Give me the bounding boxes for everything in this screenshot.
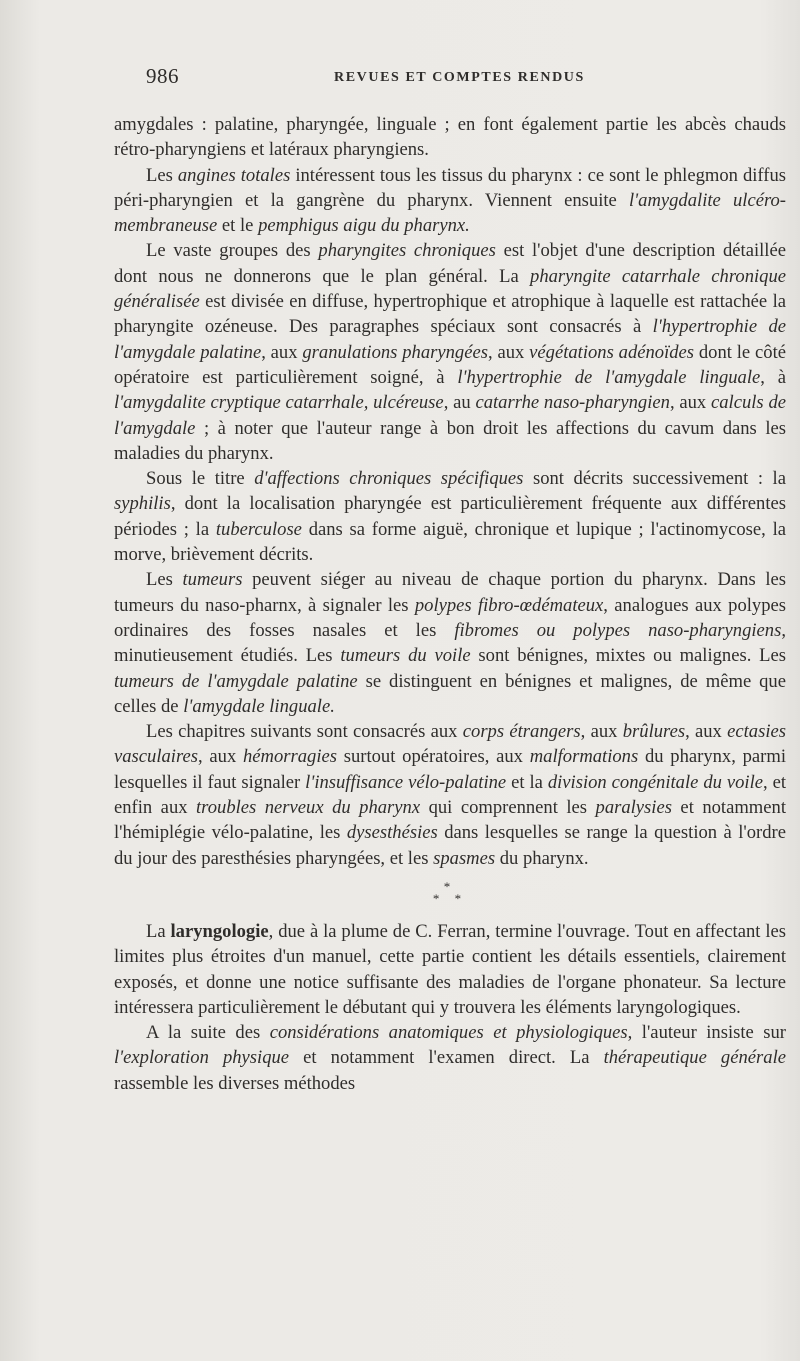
italic-term: l'insuffisance vélo-palatine	[305, 771, 507, 793]
italic-term: ectasies vasculaires	[114, 721, 786, 768]
text-run: , au	[443, 392, 476, 414]
italic-term: pharyngite catarrhale chronique généralisée	[114, 265, 787, 313]
text-run: ; à noter que l'auteur range à bon droit les affections du cavum dans les maladies du pharynx.	[114, 417, 786, 464]
italic-term: calculs de l'amygdale	[114, 392, 786, 439]
italic-term: tumeurs du voile	[340, 645, 471, 667]
text-run: et notamment l'examen direct. La	[289, 1047, 604, 1069]
text-run: , aux	[487, 341, 530, 363]
italic-term: paralysies	[595, 797, 672, 819]
section-asterism	[114, 878, 786, 906]
italic-term: végétations adénoïdes	[529, 341, 695, 363]
italic-term: spasmes	[433, 847, 496, 869]
italic-term: corps étrangers	[462, 721, 581, 743]
italic-term: l'amygdale linguale.	[183, 695, 335, 717]
text-run: Les chapitres suivants sont consacrés aux	[146, 721, 463, 743]
text-run: , et enfin aux	[114, 771, 787, 819]
asterism-top: *	[443, 878, 457, 894]
text-run: dans sa forme aiguë, chronique et lupique ; l'actinomycose, la morve, brièvement décrits.	[114, 518, 786, 566]
italic-term: malformations	[529, 746, 639, 768]
text-run: , minutieusement étudiés. Les	[114, 619, 786, 667]
text-run: peuvent siéger au niveau de chaque portion du pharynx. Dans les tumeurs du naso-pharnx, à signaler les	[114, 569, 787, 616]
italic-term: syphilis	[114, 493, 171, 515]
text-run: intéressent tous les tissus du pharynx : ce sont le phlegmon diffus péri-pharyngien et la gangrène du pharynx. Viennent ensuite	[114, 164, 786, 211]
italic-term: granulations pharyngées	[302, 341, 488, 363]
italic-term: fibromes ou polypes naso-pharyngiens	[454, 619, 782, 641]
paragraph-p0	[114, 112, 786, 163]
paragraph-p2	[114, 238, 786, 466]
italic-term: division congénitale du voile	[547, 771, 763, 793]
text-run: , analogues aux polypes ordinaires des fosses nasales et les	[114, 594, 786, 641]
italic-term: brûlures	[622, 721, 686, 743]
italic-term: l'hypertrophie de l'amygdale palatine	[114, 316, 786, 363]
italic-term: troubles nerveux du pharynx	[196, 797, 421, 819]
text-run: est l'objet d'une description détaillée dont nous ne donnerons que le plan général. La	[114, 240, 786, 287]
body-text	[114, 112, 786, 1096]
text-run: du pharynx, parmi lesquelles il faut signaler	[114, 746, 786, 793]
italic-term: considérations anatomiques et physiologiques	[269, 1022, 628, 1044]
text-run: se distinguent en bénignes et malignes, de même que celles de	[114, 670, 786, 717]
italic-term: catarrhe naso-pharyngien	[475, 392, 670, 414]
bold-term: laryngologie	[170, 920, 269, 942]
text-run: A la suite des	[146, 1022, 270, 1044]
paragraphs-after-break	[114, 919, 786, 1096]
text-run: sont bénignes, mixtes ou malignes. Les	[470, 645, 786, 667]
text-run: , dont la localisation pharyngée est particulièrement fréquente aux différentes périodes ; la	[114, 493, 786, 540]
text-run: rassemble les diverses méthodes	[114, 1072, 356, 1094]
text-run: dont le côté opératoire est particulièrement soigné, à	[114, 341, 786, 388]
text-run: , aux	[685, 721, 728, 743]
italic-term: hémorragies	[243, 746, 337, 768]
italic-term: angines totales	[177, 164, 291, 186]
text-run: , à	[760, 366, 786, 388]
text-run: surtout opératoires, aux	[337, 746, 530, 768]
italic-term: d'affections chroniques spécifiques	[254, 468, 524, 490]
italic-term: dysesthésies	[346, 822, 438, 844]
italic-term: tumeurs	[182, 569, 243, 591]
paragraph-p5	[114, 719, 786, 871]
text-run: sont décrits successivement : la	[523, 468, 786, 490]
text-run: Les	[146, 164, 178, 186]
text-run: , aux	[261, 341, 303, 363]
italic-term: pharyngites chroniques	[318, 240, 496, 262]
text-run: , l'auteur insiste sur	[627, 1022, 786, 1044]
italic-term: l'amygdalite ulcéro-membraneuse	[114, 189, 786, 237]
text-run: , aux	[669, 392, 711, 414]
italic-term: pemphigus aigu du pharynx.	[258, 215, 470, 237]
paragraphs-before-break	[114, 112, 786, 871]
text-run: , due à la plume de C. Ferran, termine l'ouvrage. Tout en affectant les limites plus étroites d'un manuel, cette partie contient les détails essentiels, clairement exposés, et donne une notice suffisante des maladies de l'organe phonateur. Sa lecture intéressera particulièrement le débutant qui y trouvera les éléments laryngologiques.	[114, 920, 786, 1018]
paragraph-p1	[114, 163, 786, 239]
text-run: , aux	[580, 721, 623, 743]
page-header	[146, 64, 768, 92]
italic-term: thérapeutique générale	[603, 1047, 786, 1069]
paragraph-p6	[114, 919, 786, 1020]
page-number: 986	[146, 64, 179, 88]
text-run: est divisée en diffuse, hypertrophique et atrophique à laquelle est rattachée la pharyngite ozéneuse. Des paragraphes spéciaux sont consacrés à	[114, 291, 786, 338]
italic-term: polypes fibro-œdémateux	[414, 594, 604, 616]
italic-term: l'amygdalite cryptique catarrhale, ulcéreuse	[114, 392, 444, 414]
italic-term: l'exploration physique	[114, 1047, 290, 1069]
paragraph-p4	[114, 567, 786, 719]
paragraph-p7	[114, 1020, 786, 1096]
asterism-bottom: * *	[432, 890, 468, 906]
text-run: , aux	[198, 746, 243, 768]
text-run: et notamment l'hémiplégie vélo-palatine, les	[114, 797, 786, 844]
text-run: amygdales : palatine, pharyngée, linguale ; en font également partie les abcès chauds rétro-pharyngiens et latéraux pharyngiens.	[114, 114, 786, 161]
text-run: Sous le titre	[146, 468, 255, 490]
text-run: Les	[146, 569, 183, 591]
paragraph-p3	[114, 466, 786, 567]
text-run: et le	[217, 215, 259, 237]
italic-term: tuberculose	[215, 518, 302, 540]
text-run: qui comprennent les	[420, 797, 596, 819]
text-run: Le vaste groupes des	[146, 240, 319, 262]
italic-term: tumeurs de l'amygdale palatine	[114, 670, 358, 692]
text-run: du pharynx.	[495, 847, 589, 869]
text-run: et la	[506, 771, 548, 793]
text-run: dans lesquelles se range la question à l'ordre du jour des paresthésies pharyngées, et les	[114, 822, 786, 869]
running-head: REVUES ET COMPTES RENDUS	[334, 70, 585, 85]
italic-term: l'hypertrophie de l'amygdale linguale	[457, 366, 761, 388]
text-run: La	[146, 920, 171, 942]
